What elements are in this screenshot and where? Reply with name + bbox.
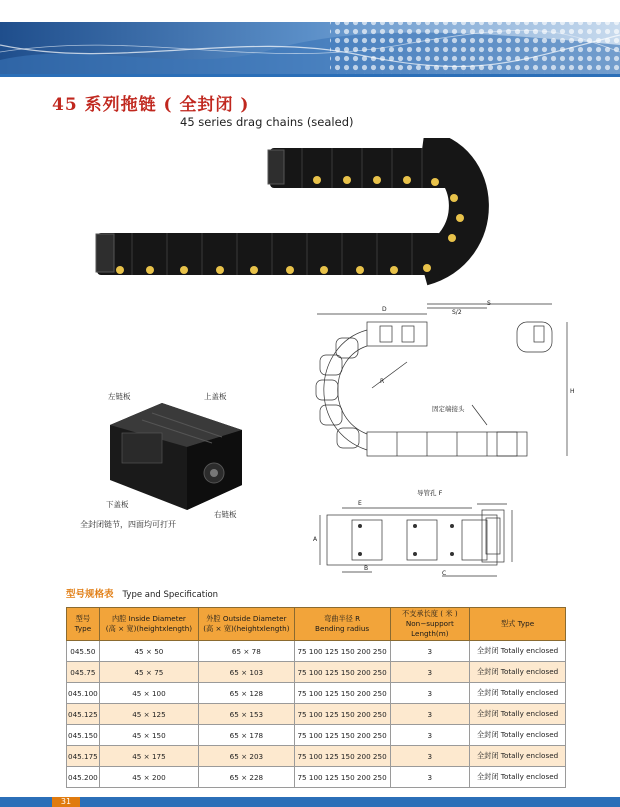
drag-chain-photo bbox=[92, 138, 492, 288]
cell-length: 3 bbox=[390, 704, 470, 725]
cell-type: 045.125 bbox=[67, 704, 100, 725]
cell-type: 045.75 bbox=[67, 662, 100, 683]
cell-type: 045.200 bbox=[67, 767, 100, 788]
cell-form: 全封闭 Totally enclosed bbox=[470, 725, 566, 746]
cell-inside: 45 × 150 bbox=[99, 725, 198, 746]
cell-radius: 75 100 125 150 200 250 bbox=[294, 662, 390, 683]
spec-heading bbox=[66, 586, 218, 600]
cell-type: 045.50 bbox=[67, 641, 100, 662]
cell-inside: 45 × 200 bbox=[99, 767, 198, 788]
cell-outside: 65 × 228 bbox=[199, 767, 294, 788]
dim-label-s: S bbox=[487, 300, 491, 307]
cell-outside: 65 × 78 bbox=[199, 641, 294, 662]
cell-outside: 65 × 153 bbox=[199, 704, 294, 725]
cell-radius: 75 100 125 150 200 250 bbox=[294, 746, 390, 767]
col-header-form: 型式 Type bbox=[470, 608, 566, 641]
left-plate-label: 左链板 bbox=[108, 392, 131, 401]
cell-length: 3 bbox=[390, 725, 470, 746]
cell-outside: 65 × 103 bbox=[199, 662, 294, 683]
cell-type: 045.100 bbox=[67, 683, 100, 704]
spec-heading-en: Type and Specification bbox=[122, 590, 219, 600]
dim-label-d: D bbox=[382, 306, 387, 313]
table-row bbox=[67, 746, 566, 767]
col-header-length: 不支承长度 ( 米 ) Non−support Length(m) bbox=[390, 608, 470, 641]
cell-radius: 75 100 125 150 200 250 bbox=[294, 704, 390, 725]
table-row bbox=[67, 704, 566, 725]
cell-type: 045.175 bbox=[67, 746, 100, 767]
cell-radius: 75 100 125 150 200 250 bbox=[294, 683, 390, 704]
cell-inside: 45 × 50 bbox=[99, 641, 198, 662]
cell-form: 全封闭 Totally enclosed bbox=[470, 746, 566, 767]
cell-form: 全封闭 Totally enclosed bbox=[470, 704, 566, 725]
cell-form: 全封闭 Totally enclosed bbox=[470, 767, 566, 788]
page-title-en: 45 series drag chains (sealed) bbox=[180, 115, 354, 129]
cell-length: 3 bbox=[390, 662, 470, 683]
col-header-inside: 内腔 Inside Diameter (高 × 宽)(heightxlength) bbox=[99, 608, 198, 641]
cell-radius: 75 100 125 150 200 250 bbox=[294, 725, 390, 746]
cell-form: 全封闭 Totally enclosed bbox=[470, 662, 566, 683]
right-plate-label: 右链板 bbox=[214, 510, 237, 519]
page-number: 31 bbox=[52, 797, 80, 807]
spec-heading-cn: 型号规格表 bbox=[66, 589, 114, 600]
fixing-connector-label: 固定端接头 bbox=[432, 405, 465, 413]
cell-radius: 75 100 125 150 200 250 bbox=[294, 641, 390, 662]
cell-form: 全封闭 Totally enclosed bbox=[470, 683, 566, 704]
col-header-radius: 弯曲半径 R Bending radius bbox=[294, 608, 390, 641]
cell-inside: 45 × 175 bbox=[99, 746, 198, 767]
cell-form: 全封闭 Totally enclosed bbox=[470, 641, 566, 662]
table-row bbox=[67, 641, 566, 662]
spec-table bbox=[66, 607, 566, 788]
cell-inside: 45 × 75 bbox=[99, 662, 198, 683]
cell-radius: 75 100 125 150 200 250 bbox=[294, 767, 390, 788]
table-header-row bbox=[67, 608, 566, 641]
top-cover-label: 上盖板 bbox=[204, 392, 227, 401]
dim-label-r: R bbox=[380, 378, 385, 385]
dim-label-b: B bbox=[364, 565, 369, 572]
dim-label-h: H bbox=[570, 388, 575, 395]
footer-bar bbox=[0, 797, 620, 807]
cell-length: 3 bbox=[390, 746, 470, 767]
dimension-drawing bbox=[312, 300, 582, 580]
guide-hole-label: 导管孔 F bbox=[417, 489, 443, 497]
page-title-cn: 45 系列拖链 ( 全封闭 ) bbox=[52, 95, 250, 115]
dim-label-a: A bbox=[313, 536, 318, 543]
col-header-type: 型号 Type bbox=[67, 608, 100, 641]
table-row bbox=[67, 662, 566, 683]
cell-length: 3 bbox=[390, 767, 470, 788]
col-header-outside: 外腔 Outside Diameter (高 × 宽)(heightxlength) bbox=[199, 608, 294, 641]
dim-label-s2: S/2 bbox=[452, 309, 462, 316]
table-row bbox=[67, 725, 566, 746]
cell-inside: 45 × 100 bbox=[99, 683, 198, 704]
cell-outside: 65 × 128 bbox=[199, 683, 294, 704]
sealed-link-photo bbox=[92, 385, 272, 525]
cell-length: 3 bbox=[390, 641, 470, 662]
cell-inside: 45 × 125 bbox=[99, 704, 198, 725]
cell-outside: 65 × 203 bbox=[199, 746, 294, 767]
sealed-link-caption: 全封闭链节，四面均可打开 bbox=[80, 520, 176, 529]
header-banner bbox=[0, 0, 620, 80]
cell-type: 045.150 bbox=[67, 725, 100, 746]
bottom-cover-label: 下盖板 bbox=[106, 500, 129, 509]
dim-label-e: E bbox=[358, 500, 362, 507]
cell-length: 3 bbox=[390, 683, 470, 704]
table-row bbox=[67, 767, 566, 788]
table-row bbox=[67, 683, 566, 704]
dim-label-c: C bbox=[442, 570, 447, 577]
cell-outside: 65 × 178 bbox=[199, 725, 294, 746]
